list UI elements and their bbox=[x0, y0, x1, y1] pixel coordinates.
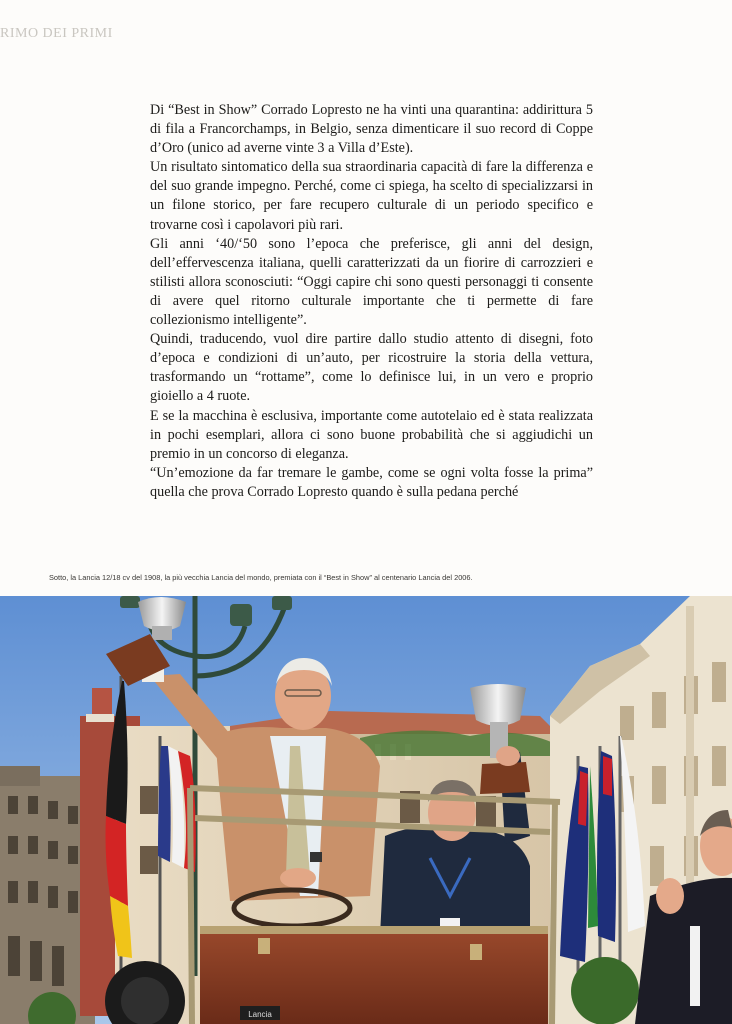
paragraph: Di “Best in Show” Corrado Lopresto ne ha vinti una quarantina: addirittura 5 di fila a Francorchamps, in Belgio, senza dimenticare il suo record di Coppe d’Oro (unico ad averne vinte 3 a Villa d’Este). bbox=[150, 102, 593, 157]
paragraph: Un risultato sintomatico della sua straordinaria capacità di fare la differenza e del suo grande impegno. Perché, come ci spiega, ha scelto di specializzarsi in un filone storico, per fare recupero culturale di un periodo specifico e trovarne così i capolavori più rari. bbox=[150, 159, 593, 233]
paragraph: E se la macchina è esclusiva, importante come autotelaio ed è stata realizzata in pochi esemplari, allora ci sono buone probabilità che si aggiudichi un premio in un concorso di eleganza. bbox=[150, 407, 593, 462]
paragraph: Quindi, traducendo, vuol dire partire dallo studio attento di disegni, foto d’epoca e condizioni di un’auto, per ricostruire la storia della vettura, trasformando un “rottame”, come lo definisce lui, in un vero e proprio gioiello a 4 ruote. bbox=[150, 331, 593, 405]
photo-caption: Sotto, la Lancia 12/18 cv del 1908, la più vecchia Lancia del mondo, premiata con il “Best in Show” al centenario Lancia del 2006. bbox=[49, 573, 473, 582]
running-header: RIMO DEI PRIMI bbox=[0, 26, 113, 41]
shrub bbox=[571, 957, 639, 1024]
article-body bbox=[150, 101, 593, 502]
paragraph: “Un’emozione da far tremare le gambe, come se ogni volta fosse la prima” quella che prova Corrado Lopresto quando è sulla pedana perché bbox=[150, 464, 593, 500]
photo-lancia-award bbox=[0, 596, 732, 1024]
paragraph: Gli anni ‘40/‘50 sono l’epoca che preferisce, gli anni del design, dell’effervescenza italiana, quelli caratterizzati da un fiorire di carrozzieri e stilisti allora sconosciuti: “Oggi capire chi sono questi personaggi ti consente di avere quel ritorno culturale importante che ti permette di fare collezionismo intelligente”. bbox=[150, 235, 593, 329]
car-badge: Lancia bbox=[248, 1010, 272, 1019]
